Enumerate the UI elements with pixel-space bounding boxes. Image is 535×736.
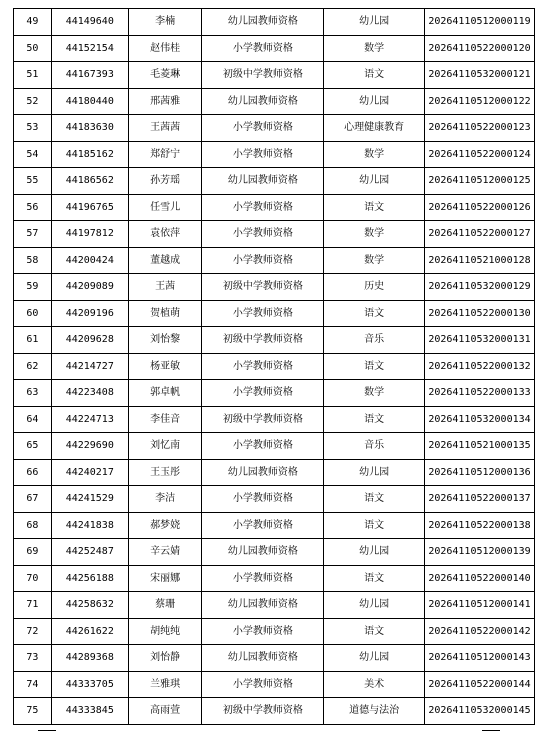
table-row xyxy=(14,618,535,645)
subject-cell: 语文 xyxy=(324,618,425,645)
certificate-number-cell: 20264110512000125 xyxy=(425,168,535,195)
row-number-cell: 54 xyxy=(14,141,52,168)
qualification-cell: 初级中学教师资格 xyxy=(202,406,324,433)
name-cell: 袁依萍 xyxy=(128,221,202,248)
table-row xyxy=(14,433,535,460)
row-number-cell: 67 xyxy=(14,486,52,513)
row-number-cell: 65 xyxy=(14,433,52,460)
row-number-cell: 57 xyxy=(14,221,52,248)
exam-id-cell: 44167393 xyxy=(51,62,128,89)
subject-cell: 语文 xyxy=(324,512,425,539)
name-cell: 杨亚敏 xyxy=(128,353,202,380)
subject-cell: 音乐 xyxy=(324,433,425,460)
qualification-cell: 小学教师资格 xyxy=(202,380,324,407)
subject-cell: 语文 xyxy=(324,565,425,592)
name-cell: 刘忆南 xyxy=(128,433,202,460)
certificate-number-cell: 20264110512000122 xyxy=(425,88,535,115)
name-cell: 胡纯纯 xyxy=(128,618,202,645)
subject-cell: 语文 xyxy=(324,194,425,221)
row-number-cell: 55 xyxy=(14,168,52,195)
name-cell: 刘怡黎 xyxy=(128,327,202,354)
certificate-number-cell: 20264110522000123 xyxy=(425,115,535,142)
qualification-cell: 小学教师资格 xyxy=(202,221,324,248)
subject-cell: 音乐 xyxy=(324,327,425,354)
table-row xyxy=(14,221,535,248)
row-number-cell: 53 xyxy=(14,115,52,142)
exam-id-cell: 44241838 xyxy=(51,512,128,539)
certificate-number-cell: 20264110522000133 xyxy=(425,380,535,407)
name-cell: 刘怡静 xyxy=(128,645,202,672)
row-number-cell: 74 xyxy=(14,671,52,698)
table-row xyxy=(14,247,535,274)
name-cell: 王玉彤 xyxy=(128,459,202,486)
row-number-cell: 68 xyxy=(14,512,52,539)
exam-id-cell: 44152154 xyxy=(51,35,128,62)
subject-cell: 语文 xyxy=(324,406,425,433)
certificate-number-cell: 20264110522000130 xyxy=(425,300,535,327)
subject-cell: 语文 xyxy=(324,62,425,89)
certificate-number-cell: 20264110532000145 xyxy=(425,698,535,725)
exam-id-cell: 44223408 xyxy=(51,380,128,407)
candidate-table-body xyxy=(14,9,535,725)
table-row xyxy=(14,486,535,513)
qualification-cell: 初级中学教师资格 xyxy=(202,327,324,354)
qualification-cell: 幼儿园教师资格 xyxy=(202,539,324,566)
candidate-table xyxy=(13,8,535,725)
table-row xyxy=(14,327,535,354)
name-cell: 任雪儿 xyxy=(128,194,202,221)
subject-cell: 语文 xyxy=(324,353,425,380)
qualification-cell: 小学教师资格 xyxy=(202,353,324,380)
qualification-cell: 幼儿园教师资格 xyxy=(202,645,324,672)
row-number-cell: 49 xyxy=(14,9,52,36)
name-cell: 贺植萌 xyxy=(128,300,202,327)
exam-id-cell: 44196765 xyxy=(51,194,128,221)
exam-id-cell: 44209196 xyxy=(51,300,128,327)
exam-id-cell: 44229690 xyxy=(51,433,128,460)
row-number-cell: 50 xyxy=(14,35,52,62)
table-row xyxy=(14,406,535,433)
row-number-cell: 62 xyxy=(14,353,52,380)
row-number-cell: 69 xyxy=(14,539,52,566)
subject-cell: 历史 xyxy=(324,274,425,301)
name-cell: 孙芳瑶 xyxy=(128,168,202,195)
row-number-cell: 56 xyxy=(14,194,52,221)
name-cell: 李楠 xyxy=(128,9,202,36)
qualification-cell: 小学教师资格 xyxy=(202,512,324,539)
name-cell: 王茜 xyxy=(128,274,202,301)
exam-id-cell: 44240217 xyxy=(51,459,128,486)
table-row xyxy=(14,671,535,698)
subject-cell: 美术 xyxy=(324,671,425,698)
exam-id-cell: 44200424 xyxy=(51,247,128,274)
table-row xyxy=(14,459,535,486)
certificate-number-cell: 20264110522000120 xyxy=(425,35,535,62)
name-cell: 毛菱琳 xyxy=(128,62,202,89)
row-number-cell: 75 xyxy=(14,698,52,725)
name-cell: 宋丽娜 xyxy=(128,565,202,592)
exam-id-cell: 44224713 xyxy=(51,406,128,433)
qualification-cell: 小学教师资格 xyxy=(202,247,324,274)
exam-id-cell: 44209628 xyxy=(51,327,128,354)
qualification-cell: 小学教师资格 xyxy=(202,618,324,645)
exam-id-cell: 44252487 xyxy=(51,539,128,566)
qualification-cell: 小学教师资格 xyxy=(202,115,324,142)
subject-cell: 幼儿园 xyxy=(324,645,425,672)
page-footer-mark-right xyxy=(482,730,500,731)
exam-id-cell: 44149640 xyxy=(51,9,128,36)
name-cell: 郑舒宁 xyxy=(128,141,202,168)
subject-cell: 语文 xyxy=(324,300,425,327)
exam-id-cell: 44333705 xyxy=(51,671,128,698)
exam-id-cell: 44180440 xyxy=(51,88,128,115)
exam-id-cell: 44256188 xyxy=(51,565,128,592)
subject-cell: 数学 xyxy=(324,141,425,168)
exam-id-cell: 44186562 xyxy=(51,168,128,195)
certificate-number-cell: 20264110521000128 xyxy=(425,247,535,274)
row-number-cell: 73 xyxy=(14,645,52,672)
row-number-cell: 70 xyxy=(14,565,52,592)
qualification-cell: 幼儿园教师资格 xyxy=(202,592,324,619)
exam-id-cell: 44214727 xyxy=(51,353,128,380)
certificate-number-cell: 20264110532000134 xyxy=(425,406,535,433)
name-cell: 李洁 xyxy=(128,486,202,513)
name-cell: 高雨萱 xyxy=(128,698,202,725)
qualification-cell: 小学教师资格 xyxy=(202,565,324,592)
qualification-cell: 初级中学教师资格 xyxy=(202,698,324,725)
exam-id-cell: 44261622 xyxy=(51,618,128,645)
subject-cell: 幼儿园 xyxy=(324,9,425,36)
exam-id-cell: 44185162 xyxy=(51,141,128,168)
qualification-cell: 小学教师资格 xyxy=(202,486,324,513)
table-row xyxy=(14,194,535,221)
row-number-cell: 64 xyxy=(14,406,52,433)
name-cell: 辛云婧 xyxy=(128,539,202,566)
qualification-cell: 小学教师资格 xyxy=(202,141,324,168)
qualification-cell: 小学教师资格 xyxy=(202,300,324,327)
table-row xyxy=(14,592,535,619)
certificate-number-cell: 20264110522000132 xyxy=(425,353,535,380)
certificate-number-cell: 20264110512000136 xyxy=(425,459,535,486)
table-row xyxy=(14,512,535,539)
name-cell: 郝梦娆 xyxy=(128,512,202,539)
table-row xyxy=(14,115,535,142)
qualification-cell: 初级中学教师资格 xyxy=(202,274,324,301)
name-cell: 郭卓帆 xyxy=(128,380,202,407)
name-cell: 李佳音 xyxy=(128,406,202,433)
table-row xyxy=(14,35,535,62)
name-cell: 邢茜雅 xyxy=(128,88,202,115)
table-row xyxy=(14,353,535,380)
row-number-cell: 71 xyxy=(14,592,52,619)
name-cell: 赵伟桂 xyxy=(128,35,202,62)
certificate-number-cell: 20264110522000144 xyxy=(425,671,535,698)
certificate-number-cell: 20264110522000124 xyxy=(425,141,535,168)
certificate-number-cell: 20264110512000143 xyxy=(425,645,535,672)
subject-cell: 道德与法治 xyxy=(324,698,425,725)
exam-id-cell: 44209089 xyxy=(51,274,128,301)
name-cell: 蔡珊 xyxy=(128,592,202,619)
name-cell: 王茜茜 xyxy=(128,115,202,142)
exam-id-cell: 44289368 xyxy=(51,645,128,672)
subject-cell: 数学 xyxy=(324,247,425,274)
certificate-number-cell: 20264110512000141 xyxy=(425,592,535,619)
certificate-number-cell: 20264110522000140 xyxy=(425,565,535,592)
exam-id-cell: 44197812 xyxy=(51,221,128,248)
page-footer-mark-left xyxy=(38,730,56,731)
certificate-number-cell: 20264110532000129 xyxy=(425,274,535,301)
table-row xyxy=(14,645,535,672)
certificate-number-cell: 20264110522000142 xyxy=(425,618,535,645)
subject-cell: 语文 xyxy=(324,486,425,513)
subject-cell: 数学 xyxy=(324,380,425,407)
row-number-cell: 52 xyxy=(14,88,52,115)
row-number-cell: 72 xyxy=(14,618,52,645)
row-number-cell: 60 xyxy=(14,300,52,327)
table-row xyxy=(14,274,535,301)
name-cell: 董越成 xyxy=(128,247,202,274)
qualification-cell: 小学教师资格 xyxy=(202,194,324,221)
name-cell: 兰雅琪 xyxy=(128,671,202,698)
table-row xyxy=(14,9,535,36)
table-row xyxy=(14,168,535,195)
qualification-cell: 小学教师资格 xyxy=(202,35,324,62)
qualification-cell: 小学教师资格 xyxy=(202,671,324,698)
certificate-number-cell: 20264110522000137 xyxy=(425,486,535,513)
certificate-number-cell: 20264110512000119 xyxy=(425,9,535,36)
subject-cell: 幼儿园 xyxy=(324,88,425,115)
subject-cell: 幼儿园 xyxy=(324,168,425,195)
table-row xyxy=(14,88,535,115)
qualification-cell: 幼儿园教师资格 xyxy=(202,88,324,115)
row-number-cell: 58 xyxy=(14,247,52,274)
subject-cell: 心理健康教育 xyxy=(324,115,425,142)
certificate-number-cell: 20264110521000135 xyxy=(425,433,535,460)
subject-cell: 数学 xyxy=(324,35,425,62)
row-number-cell: 59 xyxy=(14,274,52,301)
table-row xyxy=(14,539,535,566)
subject-cell: 幼儿园 xyxy=(324,459,425,486)
certificate-number-cell: 20264110512000139 xyxy=(425,539,535,566)
qualification-cell: 小学教师资格 xyxy=(202,433,324,460)
table-row xyxy=(14,565,535,592)
subject-cell: 幼儿园 xyxy=(324,592,425,619)
certificate-number-cell: 20264110522000127 xyxy=(425,221,535,248)
row-number-cell: 63 xyxy=(14,380,52,407)
subject-cell: 数学 xyxy=(324,221,425,248)
qualification-cell: 幼儿园教师资格 xyxy=(202,9,324,36)
table-row xyxy=(14,380,535,407)
exam-id-cell: 44333845 xyxy=(51,698,128,725)
table-row xyxy=(14,141,535,168)
exam-id-cell: 44258632 xyxy=(51,592,128,619)
exam-id-cell: 44241529 xyxy=(51,486,128,513)
qualification-cell: 幼儿园教师资格 xyxy=(202,168,324,195)
table-row xyxy=(14,300,535,327)
row-number-cell: 61 xyxy=(14,327,52,354)
certificate-number-cell: 20264110522000126 xyxy=(425,194,535,221)
subject-cell: 幼儿园 xyxy=(324,539,425,566)
row-number-cell: 51 xyxy=(14,62,52,89)
row-number-cell: 66 xyxy=(14,459,52,486)
qualification-cell: 初级中学教师资格 xyxy=(202,62,324,89)
table-row xyxy=(14,698,535,725)
certificate-number-cell: 20264110522000138 xyxy=(425,512,535,539)
exam-id-cell: 44183630 xyxy=(51,115,128,142)
qualification-cell: 幼儿园教师资格 xyxy=(202,459,324,486)
certificate-number-cell: 20264110532000121 xyxy=(425,62,535,89)
table-row xyxy=(14,62,535,89)
certificate-number-cell: 20264110532000131 xyxy=(425,327,535,354)
